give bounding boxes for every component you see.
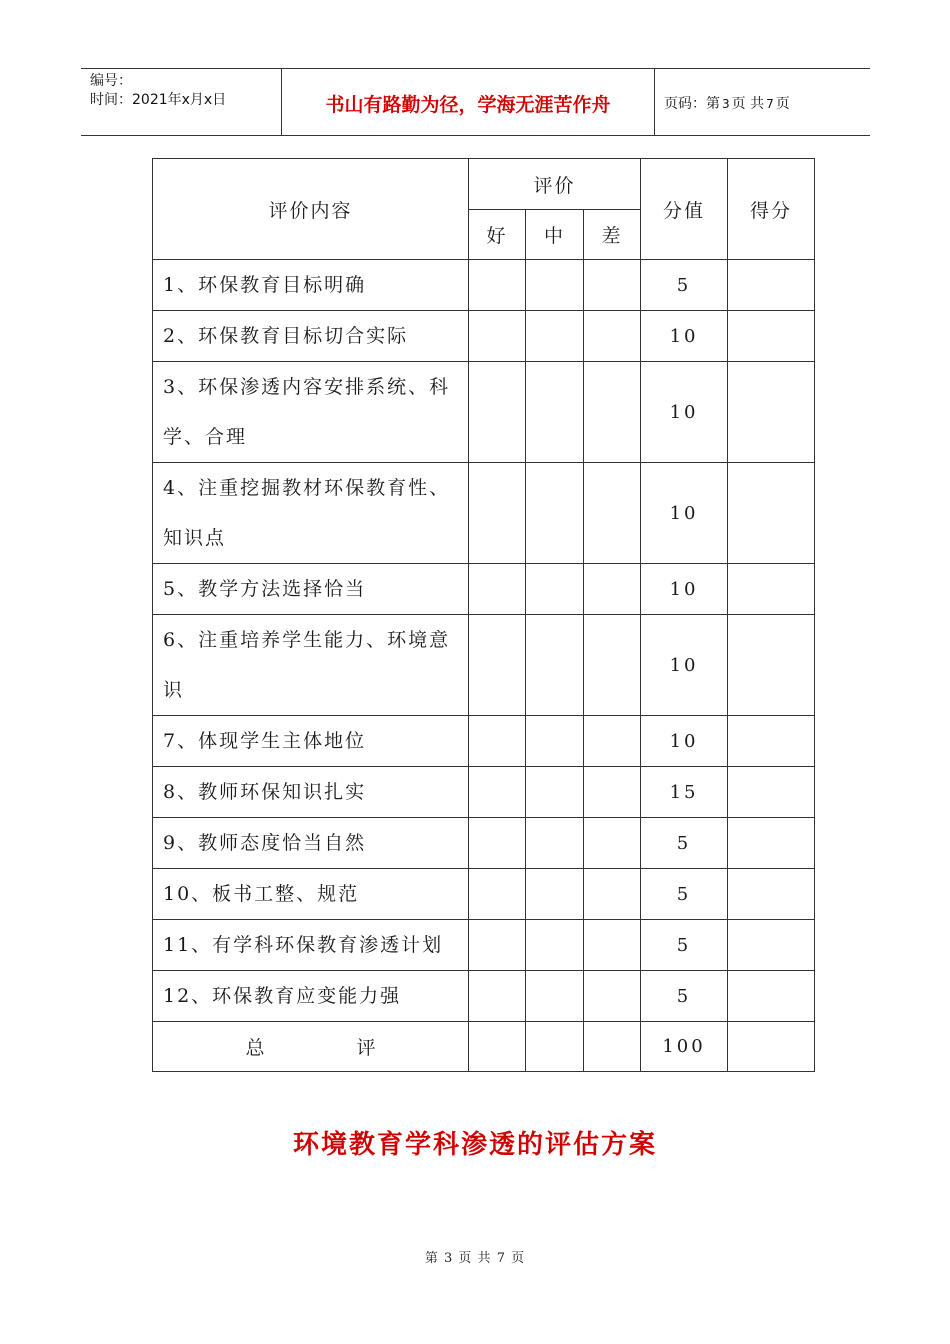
row-points: 10 [641, 362, 728, 463]
header-motto: 书山有路勤为径，学海无涯苦作舟 [325, 94, 611, 116]
rating-good-cell [469, 818, 526, 869]
header-page-indicator [664, 93, 790, 113]
rating-mid-cell [526, 362, 584, 463]
header-rating: 评价 [469, 159, 641, 210]
rating-poor-cell [584, 818, 641, 869]
score-cell [728, 362, 815, 463]
rating-good-cell [469, 463, 526, 564]
row-points: 5 [641, 869, 728, 920]
row-content: 4、注重挖掘教材环保教育性、知识点 [153, 463, 469, 564]
rating-good-cell [469, 615, 526, 716]
table-row [153, 818, 815, 869]
table-row [153, 463, 815, 564]
table-row [153, 920, 815, 971]
rating-good-cell [469, 716, 526, 767]
rating-mid-cell [526, 564, 584, 615]
rating-poor-cell [584, 869, 641, 920]
header-number-label: 编号： [90, 73, 132, 89]
total-label-b: 评 [356, 1037, 376, 1059]
row-content: 8、教师环保知识扎实 [153, 767, 469, 818]
row-points: 10 [641, 311, 728, 362]
table-row [153, 362, 815, 463]
score-cell [728, 260, 815, 311]
rating-poor-cell [584, 971, 641, 1022]
score-cell [728, 920, 815, 971]
rating-poor-cell [584, 615, 641, 716]
row-content: 10、板书工整、规范 [153, 869, 469, 920]
score-cell [728, 463, 815, 564]
score-cell [728, 1022, 815, 1072]
score-cell [728, 767, 815, 818]
row-content: 12、环保教育应变能力强 [153, 971, 469, 1022]
score-cell [728, 716, 815, 767]
row-points: 10 [641, 564, 728, 615]
row-points: 10 [641, 615, 728, 716]
rating-poor-cell [584, 920, 641, 971]
score-cell [728, 971, 815, 1022]
row-content: 3、环保渗透内容安排系统、科学、合理 [153, 362, 469, 463]
rating-mid-cell [526, 1022, 584, 1072]
rating-good-cell [469, 1022, 526, 1072]
rating-poor-cell [584, 362, 641, 463]
rating-mid-cell [526, 971, 584, 1022]
page-prefix: 页码：第 [664, 96, 720, 112]
row-content: 9、教师态度恰当自然 [153, 818, 469, 869]
header-content: 评价内容 [153, 159, 469, 260]
header-rating-mid: 中 [526, 210, 584, 260]
row-content: 1、环保教育目标明确 [153, 260, 469, 311]
table-total-row [153, 1022, 815, 1072]
row-points: 5 [641, 920, 728, 971]
page-total: 7 [766, 97, 774, 111]
row-points: 10 [641, 463, 728, 564]
evaluation-table [152, 158, 815, 1072]
row-points: 5 [641, 818, 728, 869]
rating-good-cell [469, 311, 526, 362]
rating-good-cell [469, 869, 526, 920]
row-content: 5、教学方法选择恰当 [153, 564, 469, 615]
rating-poor-cell [584, 311, 641, 362]
header-meta [90, 72, 226, 110]
row-points: 10 [641, 716, 728, 767]
table-row [153, 716, 815, 767]
row-points: 15 [641, 767, 728, 818]
header-bottom-rule [81, 135, 870, 136]
header-score: 得分 [728, 159, 815, 260]
score-cell [728, 311, 815, 362]
rating-mid-cell [526, 818, 584, 869]
rating-poor-cell [584, 1022, 641, 1072]
rating-good-cell [469, 564, 526, 615]
page-footer: 第 3 页 共 7 页 [424, 1251, 526, 1266]
rating-mid-cell [526, 615, 584, 716]
rating-mid-cell [526, 767, 584, 818]
table-row [153, 564, 815, 615]
table-row [153, 869, 815, 920]
rating-good-cell [469, 767, 526, 818]
row-content: 7、体现学生主体地位 [153, 716, 469, 767]
page-current: 3 [722, 97, 730, 111]
header-time-label: 时间：2021年x月x日 [90, 92, 227, 108]
total-label [153, 1022, 469, 1072]
row-content: 6、注重培养学生能力、环境意识 [153, 615, 469, 716]
row-content: 2、环保教育目标切合实际 [153, 311, 469, 362]
total-label-a: 总 [245, 1037, 265, 1059]
header-divider [654, 68, 655, 135]
table-row [153, 615, 815, 716]
score-cell [728, 615, 815, 716]
table-row [153, 767, 815, 818]
rating-mid-cell [526, 716, 584, 767]
rating-mid-cell [526, 260, 584, 311]
row-content: 11、有学科环保教育渗透计划 [153, 920, 469, 971]
rating-poor-cell [584, 260, 641, 311]
table-header-row [153, 159, 815, 210]
rating-poor-cell [584, 767, 641, 818]
score-cell [728, 564, 815, 615]
rating-poor-cell [584, 564, 641, 615]
row-points: 5 [641, 260, 728, 311]
header-top-rule [81, 68, 870, 69]
table-row [153, 260, 815, 311]
rating-poor-cell [584, 716, 641, 767]
rating-good-cell [469, 260, 526, 311]
rating-mid-cell [526, 463, 584, 564]
table-row [153, 311, 815, 362]
page-suffix: 页 [775, 96, 790, 112]
rating-mid-cell [526, 920, 584, 971]
table-row [153, 971, 815, 1022]
header-rating-poor: 差 [584, 210, 641, 260]
rating-good-cell [469, 920, 526, 971]
score-cell [728, 869, 815, 920]
document-title: 环境教育学科渗透的评估方案 [292, 1130, 657, 1160]
rating-mid-cell [526, 311, 584, 362]
total-points: 100 [641, 1022, 728, 1072]
score-cell [728, 818, 815, 869]
page-middle: 页 共 [731, 96, 765, 112]
header-rating-good: 好 [469, 210, 526, 260]
rating-mid-cell [526, 869, 584, 920]
rating-good-cell [469, 971, 526, 1022]
row-points: 5 [641, 971, 728, 1022]
rating-poor-cell [584, 463, 641, 564]
rating-good-cell [469, 362, 526, 463]
header-points: 分值 [641, 159, 728, 260]
